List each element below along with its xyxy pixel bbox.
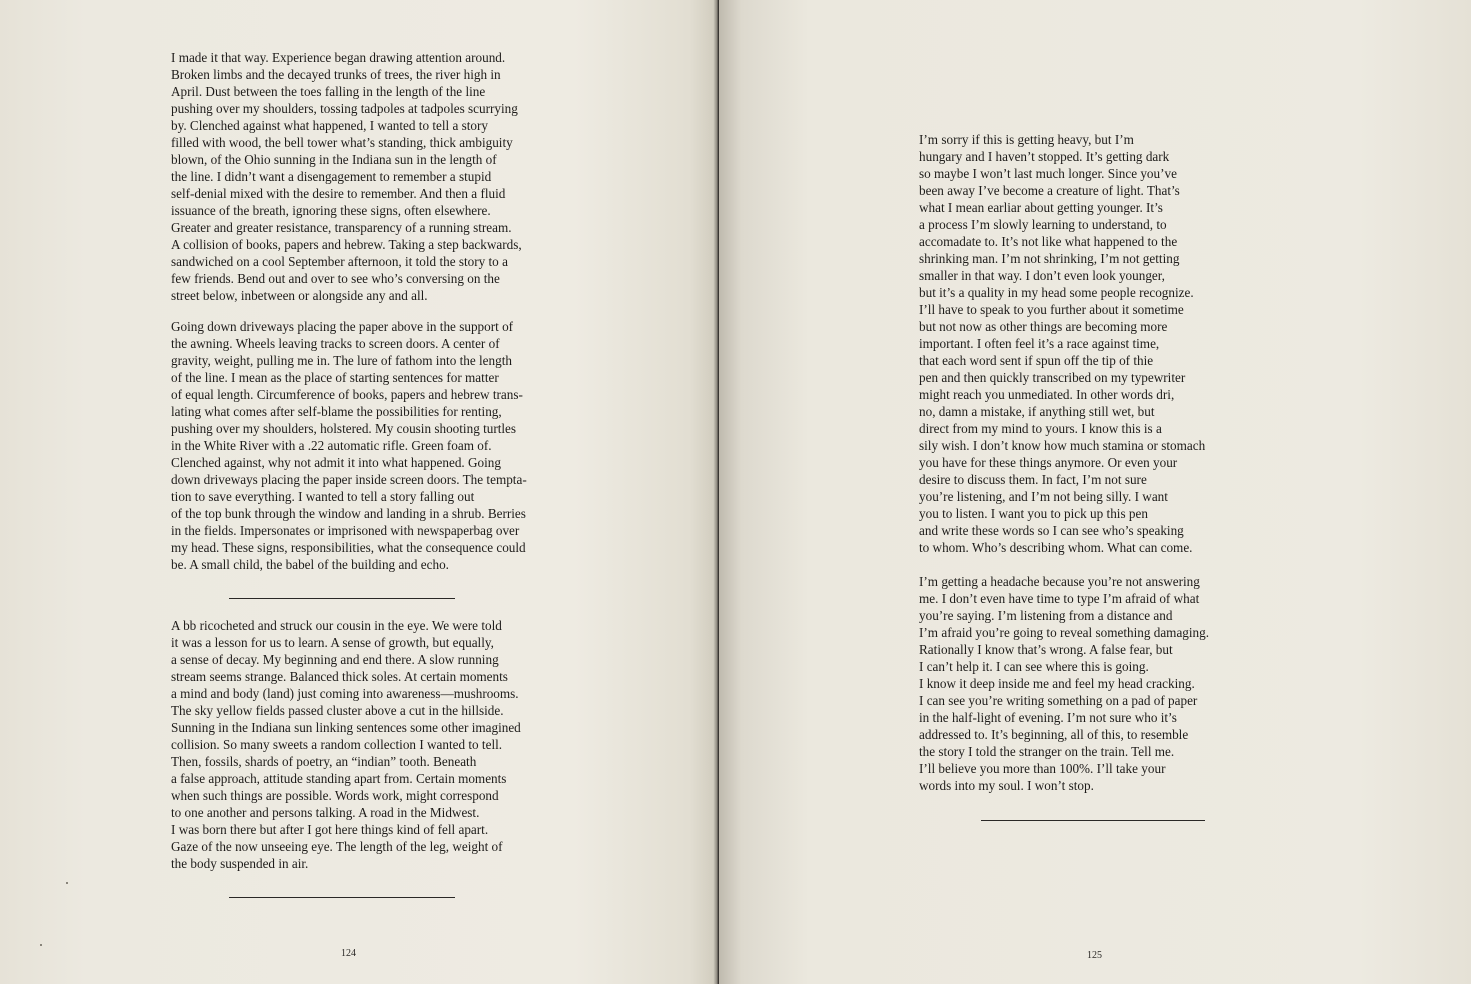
text-line: The sky yellow fields passed cluster above a cut in the hillside. [171, 703, 504, 718]
page-number-right: 125 [1087, 950, 1102, 961]
text-line: I’m afraid you’re going to reveal something damaging. [919, 625, 1210, 640]
text-line: but it’s a quality in my head some people recognize. [919, 285, 1194, 300]
text-line: smaller in that way. I don’t even look younger, [919, 268, 1165, 283]
text-line: I can’t help it. I can see where this is going. [919, 659, 1149, 674]
text-line: I’ll have to speak to you further about it sometime [919, 302, 1184, 317]
page-number-left: 124 [341, 948, 356, 959]
text-line: of the line. I mean as the place of starting sentences for matter [171, 370, 499, 385]
text-line: I was born there but after I got here things kind of fell apart. [171, 822, 489, 837]
text-line: a false approach, attitude standing apart from. Certain moments [171, 771, 507, 786]
text-line: Greater and greater resistance, transparency of a running stream. [171, 220, 512, 235]
text-line: in the half-light of evening. I’m not sure who it’s [919, 710, 1177, 725]
text-line: I’m getting a headache because you’re not answering [919, 574, 1200, 589]
text-line: in the fields. Impersonates or imprisoned with newspaperbag over [171, 523, 520, 538]
right-page [719, 0, 1471, 984]
text-line: the body suspended in air. [171, 856, 309, 871]
text-line: I’ll believe you more than 100%. I’ll take your [919, 761, 1166, 776]
section-divider-rule [229, 598, 455, 599]
text-line: be. A small child, the babel of the building and echo. [171, 557, 449, 572]
text-line: Going down driveways placing the paper above in the support of [171, 319, 514, 334]
text-line: of equal length. Circumference of books, papers and hebrew trans- [171, 387, 523, 402]
text-line: the story I told the stranger on the train. Tell me. [919, 744, 1175, 759]
right-paragraph-1 [919, 131, 1205, 556]
text-line: filled with wood, the bell tower what’s standing, thick ambiguity [171, 135, 513, 150]
text-line: it was a lesson for us to learn. A sense of growth, but equally, [171, 635, 494, 650]
text-line: you’re listening, and I’m not being silly. I want [919, 489, 1168, 504]
paper-speck [66, 882, 68, 884]
text-line: Clenched against, why not admit it into what happened. Going [171, 455, 501, 470]
text-line: the line. I didn’t want a disengagement to remember a stupid [171, 169, 492, 184]
text-line: my head. These signs, responsibilities, what the consequence could [171, 540, 526, 555]
text-line: tion to save everything. I wanted to tell a story falling out [171, 489, 475, 504]
left-paragraph-3 [171, 617, 521, 872]
text-line: pushing over my shoulders, tossing tadpoles at tadpoles scurrying [171, 101, 518, 116]
text-line: you’re saying. I’m listening from a distance and [919, 608, 1173, 623]
text-line: Sunning in the Indiana sun linking sentences some other imagined [171, 720, 521, 735]
text-line: blown, of the Ohio sunning in the Indiana sun in the length of [171, 152, 497, 167]
text-line: but not now as other things are becoming more [919, 319, 1168, 334]
text-line: by. Clenched against what happened, I wanted to tell a story [171, 118, 489, 133]
paper-speck [40, 944, 42, 946]
text-line: of the top bunk through the window and landing in a shrub. Berries [171, 506, 526, 521]
left-paragraph-1 [171, 49, 522, 304]
text-line: Gaze of the now unseeing eye. The length of the leg, weight of [171, 839, 503, 854]
text-line: you to listen. I want you to pick up this pen [919, 506, 1148, 521]
text-line: what I mean earliar about getting younger. It’s [919, 200, 1163, 215]
text-line: A collision of books, papers and hebrew. Taking a step backwards, [171, 237, 522, 252]
text-line: I can see you’re writing something on a pad of paper [919, 693, 1198, 708]
text-line: pen and then quickly transcribed on my typewriter [919, 370, 1186, 385]
text-line: Rationally I know that’s wrong. A false fear, but [919, 642, 1173, 657]
text-line: pushing over my shoulders, holstered. My cousin shooting turtles [171, 421, 517, 436]
text-line: in the White River with a .22 automatic rifle. Green foam of. [171, 438, 492, 453]
text-line: collision. So many sweets a random collection I wanted to tell. [171, 737, 503, 752]
text-line: a mind and body (land) just coming into awareness—mushrooms. [171, 686, 519, 701]
text-line: and write these words so I can see who’s speaking [919, 523, 1184, 538]
text-line: I’m sorry if this is getting heavy, but I’m [919, 132, 1134, 147]
left-paragraph-2 [171, 318, 527, 573]
text-line: to whom. Who’s describing whom. What can come. [919, 540, 1193, 555]
text-line: I made it that way. Experience began drawing attention around. [171, 50, 506, 65]
text-line: no, damn a mistake, if anything still wet, but [919, 404, 1155, 419]
text-line: sily wish. I don’t know how much stamina or stomach [919, 438, 1206, 453]
text-line: shrinking man. I’m not shrinking, I’m not getting [919, 251, 1180, 266]
text-line: self-denial mixed with the desire to remember. And then a fluid [171, 186, 506, 201]
text-line: lating what comes after self-blame the possibilities for renting, [171, 404, 502, 419]
text-line: April. Dust between the toes falling in the length of the line [171, 84, 486, 99]
text-line: been away I’ve become a creature of light. That’s [919, 183, 1180, 198]
text-line: sandwiched on a cool September afternoon, it told the story to a [171, 254, 508, 269]
text-line: few friends. Bend out and over to see who’s conversing on the [171, 271, 500, 286]
text-line: issuance of the breath, ignoring these signs, often elsewhere. [171, 203, 491, 218]
text-line: so maybe I won’t last much longer. Since you’ve [919, 166, 1177, 181]
text-line: addressed to. It’s beginning, all of this, to resemble [919, 727, 1189, 742]
text-line: that each word sent if spun off the tip of thie [919, 353, 1154, 368]
text-line: might reach you unmediated. In other words dri, [919, 387, 1175, 402]
section-divider-rule [981, 820, 1205, 821]
text-line: me. I don’t even have time to type I’m afraid of what [919, 591, 1200, 606]
text-line: words into my soul. I won’t stop. [919, 778, 1094, 793]
text-line: Broken limbs and the decayed trunks of trees, the river high in [171, 67, 501, 82]
text-line: down driveways placing the paper inside screen doors. The tempta- [171, 472, 527, 487]
text-line: Then, fossils, shards of poetry, an “indian” tooth. Beneath [171, 754, 477, 769]
text-line: A bb ricocheted and struck our cousin in the eye. We were told [171, 618, 502, 633]
text-line: direct from my mind to yours. I know this is a [919, 421, 1162, 436]
text-line: stream seems strange. Balanced thick soles. At certain moments [171, 669, 508, 684]
left-page [0, 0, 718, 984]
text-line: a sense of decay. My beginning and end there. A slow running [171, 652, 499, 667]
text-line: hungary and I haven’t stopped. It’s getting dark [919, 149, 1170, 164]
text-line: desire to discuss them. In fact, I’m not sure [919, 472, 1147, 487]
right-paragraph-2 [919, 573, 1209, 794]
text-line: I know it deep inside me and feel my head cracking. [919, 676, 1195, 691]
section-divider-rule [229, 897, 455, 898]
text-line: important. I often feel it’s a race against time, [919, 336, 1160, 351]
text-line: gravity, weight, pulling me in. The lure of fathom into the length [171, 353, 512, 368]
text-line: the awning. Wheels leaving tracks to screen doors. A center of [171, 336, 500, 351]
text-line: to one another and persons talking. A road in the Midwest. [171, 805, 480, 820]
text-line: you have for these things anymore. Or even your [919, 455, 1178, 470]
text-line: when such things are possible. Words work, might correspond [171, 788, 499, 803]
text-line: accomadate to. It’s not like what happened to the [919, 234, 1178, 249]
text-line: a process I’m slowly learning to understand, to [919, 217, 1167, 232]
text-line: street below, inbetween or alongside any and all. [171, 288, 428, 303]
